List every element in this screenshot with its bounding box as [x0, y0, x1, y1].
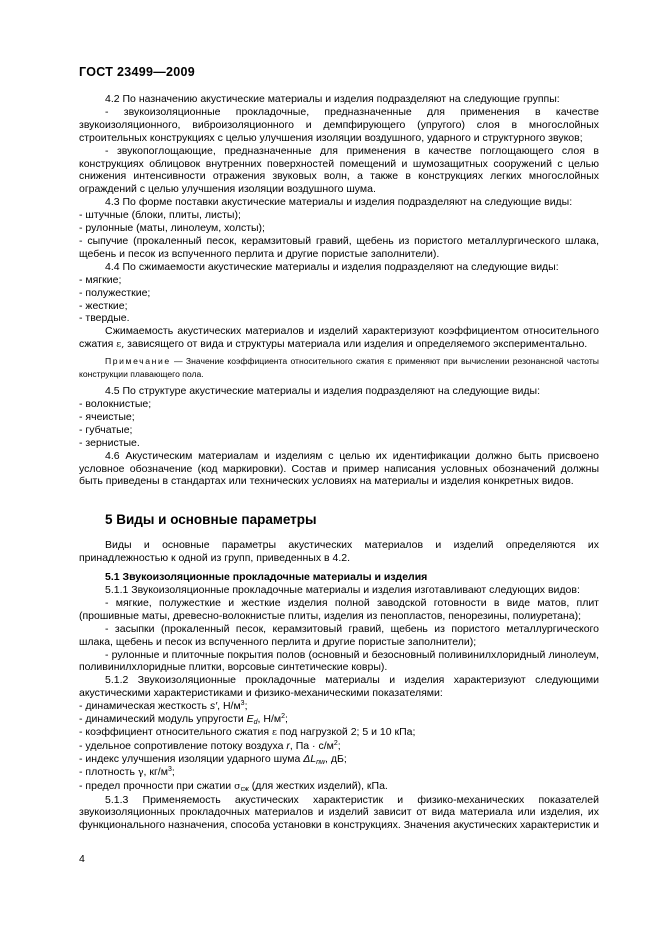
- clause-4-5-item-4: - зернистые.: [79, 436, 140, 449]
- standard-header: ГОСТ 23499—2009: [79, 65, 196, 79]
- clause-4-6: 4.6 Акустическим материалам и изделиям с целью их идентификации должно быть присвоено условное обозначение (код маркировки). Состав и пример написания условных обозначений должны быть приведены в стандартах или технических условиях на материалы и изделия конкретных видов.: [79, 449, 599, 488]
- param-compression-coefficient: - коэффициент относительного сжатия ε под нагрузкой 2; 5 и 10 кПа;: [79, 725, 416, 738]
- clause-5-1-1-item-3: - рулонные и плиточные покрытия полов (основный и безосновный поливинилхлоридный линолеум, поливинилхлоридные плитки, ворсовые синтетические ковры).: [79, 648, 599, 674]
- clause-4-4-item-2: - полужесткие;: [79, 286, 151, 299]
- note: Примечание — Значение коэффициента относительного сжатия ε применяют при вычислении резонансной частоты конструкции плавающего пола.: [79, 356, 599, 380]
- clause-4-2-item-2: - звукопоглощающие, предназначенные для применения в качестве поглощающего слоя в конструкциях облицовок внутренних поверхностей помещений и шумозащитных сооружений с целью снижения интенсивности отражения звуковых волн, а также в конструкциях легких многослойных ограждений с целью улучшения изоляции воздушного шума.: [79, 144, 599, 196]
- clause-4-2-item-1: - звукоизоляционные прокладочные, предназначенные для применения в качестве звукоизоляционного, виброизоляционного и демпфирующего (упругого) слоя в многослойных строительных конструкциях с целью улучшения изоляции воздушного, ударного и структурного звуков;: [79, 105, 599, 144]
- page-number: 4: [79, 853, 85, 865]
- clause-5-1-1-item-1: - мягкие, полужесткие и жесткие изделия полной заводской готовности в виде матов, плит (прошивные маты, древесно-волокнистые плиты, изделия из пенопластов, пенорезины, полиуретана);: [79, 596, 599, 622]
- clause-4-2-intro: 4.2 По назначению акустические материалы и изделия подразделяют на следующие группы:: [105, 93, 560, 105]
- epsilon-symbol: ε,: [116, 339, 125, 351]
- clause-4-4-item-3: - жесткие;: [79, 299, 128, 312]
- param-dynamic-stiffness: - динамическая жесткость s′, $Н/м^3$;: [79, 700, 248, 713]
- clause-4-3-intro: 4.3 По форме поставки акустические материалы и изделия подразделяют на следующие виды:: [105, 196, 573, 209]
- param-density: - плотность γ, $кг/м^3$;: [79, 765, 175, 778]
- document-body: [79, 93, 599, 832]
- clause-4-4-intro: 4.4 По сжимаемости акустические материалы и изделия подразделяют на следующие виды:: [105, 260, 559, 273]
- clause-4-5-item-1: - волокнистые;: [79, 398, 152, 411]
- param-impact-noise-index: - индекс улучшения изоляции ударного шума $\Delta L_{nw}$, дБ;: [79, 752, 347, 766]
- epsilon-symbol: ε: [387, 356, 393, 368]
- param-dynamic-modulus: - динамический модуль упругости $E_d$, $Н/м^2$;: [79, 713, 288, 727]
- param-compressive-strength: - предел прочности при сжатии $\sigma_{сж}$ (для жестких изделий), кПа.: [79, 779, 388, 793]
- clause-4-4-item-1: - мягкие;: [79, 273, 122, 286]
- clause-4-3-item-2: - рулонные (маты, линолеум, холсты);: [79, 222, 265, 235]
- clause-4-3-item-1: - штучные (блоки, плиты, листы);: [79, 209, 241, 222]
- note-label: Примечание: [105, 356, 171, 367]
- section-5-intro: Виды и основные параметры акустических материалов и изделий определяются их принадлежностью к одной из групп, приведенных в 4.2.: [79, 539, 599, 565]
- clause-4-4-item-4: - твердые.: [79, 312, 130, 325]
- section-5-heading: 5 Виды и основные параметры: [105, 512, 317, 528]
- clause-4-3-item-3: - сыпучие (прокаленный песок, керамзитовый гравий, щебень из пористого металлургического шлака, щебень и песок из вспученного перлита и другие пористые заполнители).: [79, 234, 599, 260]
- clause-5-1-3: 5.1.3 Применяемость акустических характеристик и физико-механических показателей звукоизоляционных прокладочных материалов и изделий зависит от вида материала или изделия, их функционального назначения, способа установки в конструкциях. Значения акустических характеристик и: [79, 793, 599, 832]
- clause-4-5-item-2: - ячеистые;: [79, 410, 135, 423]
- clause-5-1-2: 5.1.2 Звукоизоляционные прокладочные материалы и изделия характеризуют следующими акустическими характеристиками и физико-механическими показателями:: [79, 674, 599, 700]
- clause-4-4-compressibility: Сжимаемость акустических материалов и изделий характеризуют коэффициентом относительного сжатия ε, зависящего от вида и структуры материала или изделия и определяемого экспериментально.: [79, 325, 599, 351]
- param-airflow-resistance: - удельное сопротивление потоку воздуха r, Па · $с/м^2$;: [79, 739, 341, 752]
- clause-5-1-1: 5.1.1 Звукоизоляционные прокладочные материалы и изделия изготавливают следующих видов:: [105, 584, 580, 596]
- subsection-5-1-heading: 5.1 Звукоизоляционные прокладочные материалы и изделия: [105, 571, 428, 584]
- clause-5-1-1-item-2: - засыпки (прокаленный песок, керамзитовый гравий, щебень из пористого металлургического шлака, щебень и песок из вспученного перлита и другие пористые заполнители);: [79, 622, 599, 648]
- clause-4-5-intro: 4.5 По структуре акустические материалы и изделия подразделяют на следующие виды:: [105, 385, 540, 398]
- clause-4-5-item-3: - губчатые;: [79, 423, 133, 436]
